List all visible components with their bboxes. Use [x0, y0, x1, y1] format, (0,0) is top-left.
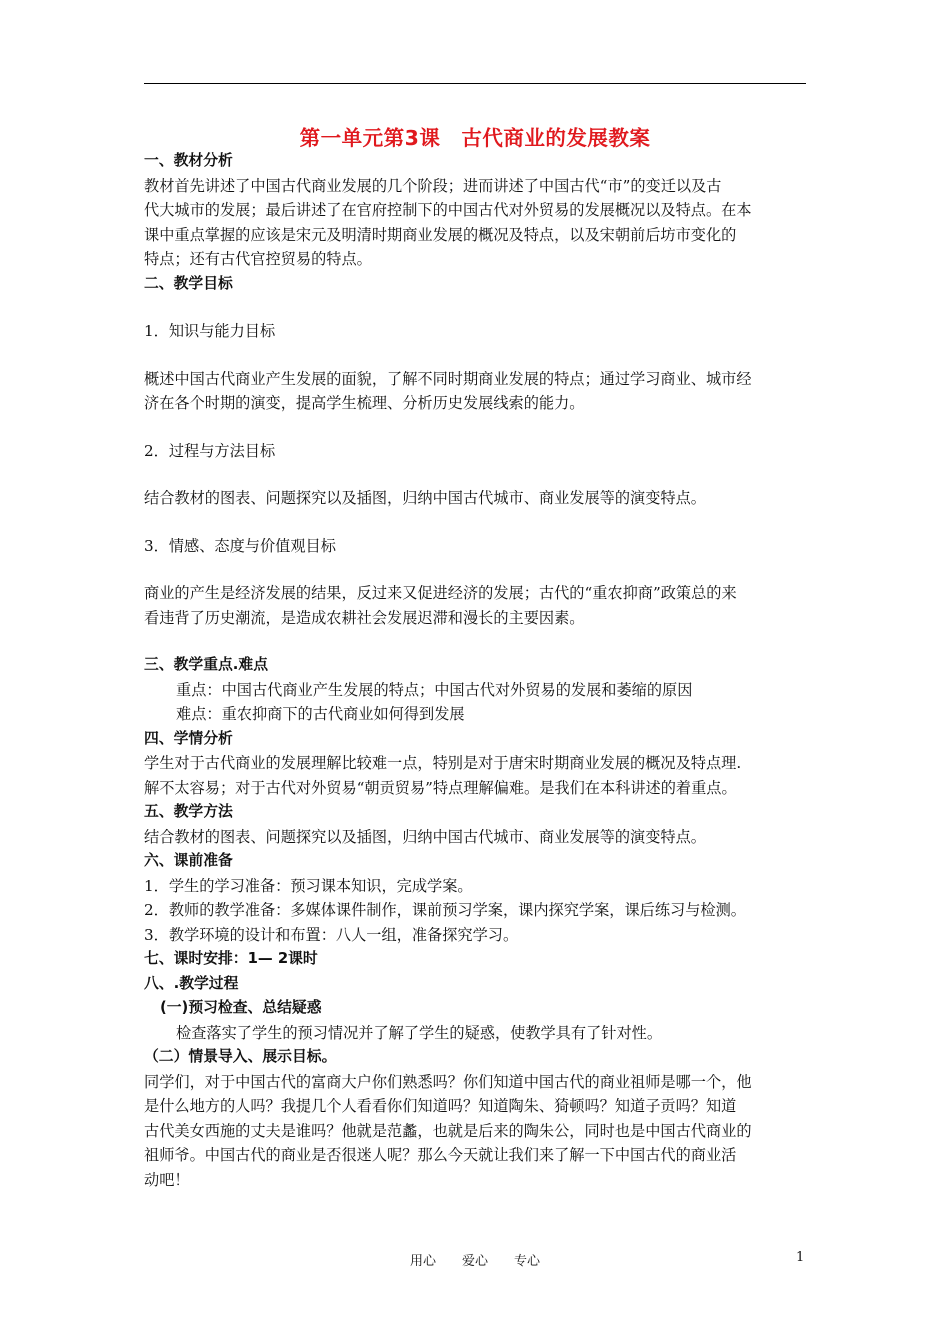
- subheading: 1．知识与能力目标: [144, 322, 276, 340]
- paragraph-line: 教材首先讲述了中国古代商业发展的几个阶段；进而讲述了中国古代“市”的变迁以及古: [144, 176, 722, 195]
- section-heading: 三、教学重点.难点: [144, 656, 268, 673]
- section-heading: 八、.教学过程: [144, 974, 239, 992]
- document-body: [144, 149, 809, 1192]
- paragraph-line: 结合教材的图表、问题探究以及插图，归纳中国古代城市、商业发展等的演变特点。: [144, 827, 706, 846]
- list-item: 3．教学环境的设计和布置：八人一组，准备探究学习。: [144, 925, 519, 944]
- paragraph-line: 概述中国古代商业产生发展的面貌，了解不同时期商业发展的特点；通过学习商业、城市经: [144, 369, 752, 388]
- paragraph-line: 古代美女西施的丈夫是谁吗？他就是范蠡，也就是后来的陶朱公，同时也是中国古代商业的: [144, 1121, 752, 1140]
- paragraph-line: 商业的产生是经济发展的结果，反过来又促进经济的发展；古代的“重农抑商”政策总的来: [144, 584, 737, 602]
- page-number: 1: [796, 1250, 805, 1265]
- section-heading: 七、课时安排：1— 2课时: [144, 950, 318, 967]
- section-heading: 六、课前准备: [144, 852, 233, 869]
- paragraph-line: 学生对于古代商业的发展理解比较难一点，特别是对于唐宋时期商业发展的概况及特点理.: [144, 754, 742, 772]
- paragraph-line: 特点；还有古代官控贸易的特点。: [144, 250, 372, 268]
- subheading: 3．情感、态度与价值观目标: [144, 536, 336, 555]
- section-heading: 四、学情分析: [144, 729, 233, 747]
- paragraph-line: 重点：中国古代商业产生发展的特点；中国古代对外贸易的发展和萎缩的原因: [176, 680, 693, 699]
- paragraph-line: 结合教材的图表、问题探究以及插图，归纳中国古代城市、商业发展等的演变特点。: [144, 489, 706, 507]
- subheading: (一)预习检查、总结疑惑: [160, 999, 322, 1016]
- paragraph-line: 祖师爷。中国古代的商业是否很迷人呢？那么今天就让我们来了解一下中国古代的商业活: [144, 1146, 737, 1164]
- paragraph-line: 检查落实了学生的预习情况并了解了学生的疑惑，使教学具有了针对性。: [176, 1023, 662, 1042]
- section-heading: 一、教材分析: [144, 152, 233, 169]
- section-heading: 二、教学目标: [144, 274, 233, 292]
- list-item: 1．学生的学习准备：预习课本知识，完成学案。: [144, 876, 473, 895]
- section-heading: 五、教学方法: [144, 803, 233, 820]
- paragraph-line: 济在各个时期的演变，提高学生梳理、分析历史发展线索的能力。: [144, 394, 585, 412]
- footer-motto: 用心 爱心 专心: [409, 1254, 540, 1269]
- subheading: 2．过程与方法目标: [144, 441, 276, 460]
- paragraph-line: 看违背了历史潮流，是造成农耕社会发展迟滞和漫长的主要因素。: [144, 608, 585, 627]
- subheading: （二）情景导入、展示目标。: [144, 1048, 337, 1065]
- document-title: 第一单元第3课 古代商业的发展教案: [299, 126, 651, 150]
- paragraph-line: 是什么地方的人吗？我提几个人看看你们知道吗？知道陶朱、猗顿吗？知道子贡吗？知道: [144, 1097, 737, 1115]
- list-item: 2．教师的教学准备：多媒体课件制作，课前预习学案，课内探究学案，课后练习与检测。: [144, 901, 746, 919]
- header-rule: [144, 83, 806, 84]
- paragraph-line: 难点：重农抑商下的古代商业如何得到发展: [176, 705, 465, 723]
- paragraph-line: 解不太容易；对于古代对外贸易“朝贡贸易”特点理解偏难。是我们在本科讲述的着重点。: [144, 778, 737, 797]
- paragraph-line: 同学们，对于中国古代的富商大户你们熟悉吗？你们知道中国古代的商业祖师是哪一个，他: [144, 1072, 752, 1091]
- paragraph-line: 动吧！: [144, 1170, 190, 1189]
- paragraph-line: 课中重点掌握的应该是宋元及明清时期商业发展的概况及特点，以及宋朝前后坊市变化的: [144, 225, 737, 244]
- paragraph-line: 代大城市的发展；最后讲述了在官府控制下的中国古代对外贸易的发展概况以及特点。在本: [144, 201, 752, 219]
